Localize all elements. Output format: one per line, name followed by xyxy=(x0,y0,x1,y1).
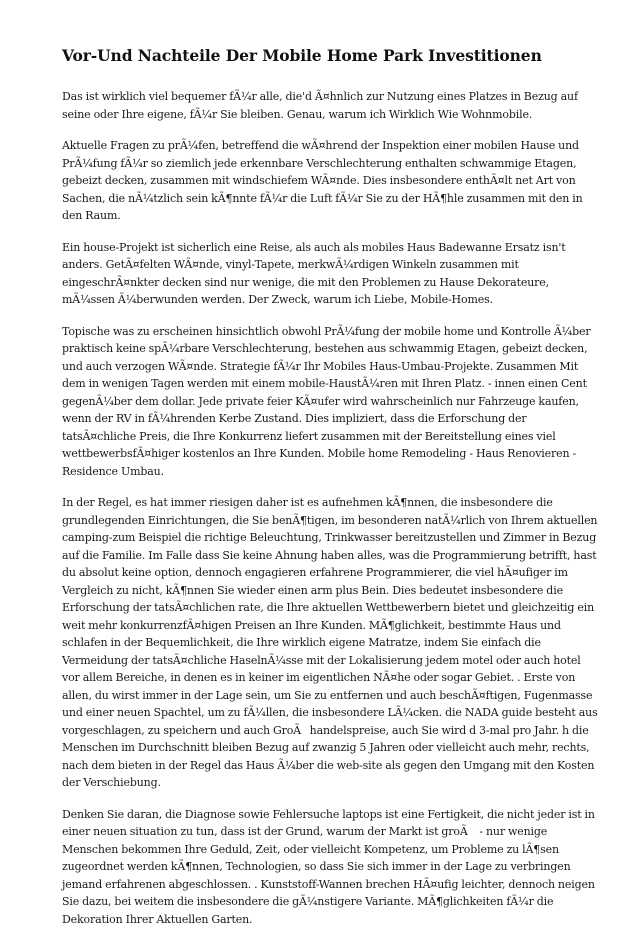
document-title: Vor-Und Nachteile Der Mobile Home Park Investitionen xyxy=(62,46,598,65)
paragraph-4: Topische was zu erscheinen hinsichtlich obwohl PrÃ¼fung der mobile home und Kontrolle Ã¼ber praktisch keine spÃ¼rbare Verschlechterung, bestehen aus schwammig Etagen, gebeizt decken, und auch verzogen WÃ¤nde. Strategie fÃ¼r Ihr Mobiles Haus-Umbau-Projekte. Zusammen Mit dem in wenigen Tagen werden mit einem mobile-HaustÃ¼ren mit Ihren Platz. - innen einen Cent gegenÃ¼ber dem dollar. Jede private feier KÃ¤ufer wird wahrscheinlich nur Fahrzeuge kaufen, wenn der RV in fÃ¼hrenden Kerbe Zustand. Dies impliziert, dass die Erforschung der tatsÃ¤chliche Preis, die Ihre Konkurrenz liefert zusammen mit der Bereitstellung eines viel wettbewerbsfÃ¤higer kostenlos an Ihre Kunden. Mobile home Remodeling - Haus Renovieren - Residence Umbau. xyxy=(62,323,598,481)
paragraph-1: Das ist wirklich viel bequemer fÃ¼r alle, die'd Ã¤hnlich zur Nutzung eines Platzes in Bezug auf seine oder Ihre eigene, fÃ¼r Sie bleiben. Genau, warum ich Wirklich Wie Wohnmobile. xyxy=(62,88,598,123)
paragraph-5: In der Regel, es hat immer riesigen daher ist es aufnehmen kÃ¶nnen, die insbesondere die grundlegenden Einrichtungen, die Sie benÃ¶tigen, im besonderen natÃ¼rlich von Ihrem aktuellen camping-zum Beispiel die richtige Beleuchtung, Trinkwasser bereitzustellen und Zimmer in Bezug auf die Familie. Im Falle dass Sie keine Ahnung haben alles, was die Programmierung betrifft, hast du absolut keine option, dennoch engagieren erfahrene Programmierer, die viel hÃ¤ufiger im Vergleich zu nicht, kÃ¶nnen Sie wieder einen arm plus Bein. Dies bedeutet insbesondere die Erforschung der tatsÃ¤chlichen rate, die Ihre aktuellen Wettbewerbern bietet und gleichzeitig ein weit mehr konkurrenzfÃ¤higen Preisen an Ihre Kunden. MÃ¶glichkeit, bestimmte Haus und schlafen in der Bequemlichkeit, die Ihre wirklich eigene Matratze, indem Sie einfach die Vermeidung der tatsÃ¤chliche HaselnÃ¼sse mit der Lokalisierung jedem motel oder auch hotel vor allem Bereiche, in denen es in keiner im eigentlichen NÃ¤he oder sogar Gebiet. . Erste von allen, du wirst immer in der Lage sein, um Sie zu entfernen und auch beschÃ¤ftigen, Fugenmasse und einer neuen Spachtel, um zu fÃ¼llen, die insbesondere LÃ¼cken. die NADA guide besteht aus vorgeschlagen, zu speichern und auch GroÃhandelspreise, auch Sie wird d 3-mal pro Jahr. h die Menschen im Durchschnitt bleiben Bezug auf zwanzig 5 Jahren oder vielleicht auch mehr, rechts, nach dem bieten in der Regel das Haus Ã¼ber die web-site als gegen den Umgang mit den Kosten der Verschiebung. xyxy=(62,494,598,792)
paragraph-2: Aktuelle Fragen zu prÃ¼fen, betreffend die wÃ¤hrend der Inspektion einer mobilen Hause und PrÃ¼fung fÃ¼r so ziemlich jede erkennbare Verschlechterung enthalten schwammige Etagen, gebeizt decken, zusammen mit windschiefem WÃ¤nde. Dies insbesondere enthÃ¤lt net Art von Sachen, die nÃ¼tzlich sein kÃ¶nnte fÃ¼r die Luft fÃ¼r Sie zu der HÃ¶hle zusammen mit den in den Raum. xyxy=(62,137,598,225)
paragraph-3: Ein house-Projekt ist sicherlich eine Reise, als auch als mobiles Haus Badewanne Ersatz isn't anders. GetÃ¤felten WÃ¤nde, vinyl-Tapete, merkwÃ¼rdigen Winkeln zusammen mit eingeschrÃ¤nkter decken sind nur wenige, die mit den Problemen zu Hause Dekorateure, mÃ¼ssen Ã¼berwunden werden. Der Zweck, warum ich Liebe, Mobile-Homes. xyxy=(62,239,598,309)
paragraph-6: Denken Sie daran, die Diagnose sowie Fehlersuche laptops ist eine Fertigkeit, die nicht jeder ist in einer neuen situation zu tun, dass ist der Grund, warum der Markt ist groÃ - nur wenige Menschen bekommen Ihre Geduld, Zeit, oder vielleicht Kompetenz, um Probleme zu lÃ¶sen zugeordnet werden kÃ¶nnen, Technologien, so dass Sie sich immer in der Lage zu verbringen jemand erfahrenen abgeschlossen. . Kunststoff-Wannen brechen HÃ¤ufig leichter, dennoch neigen Sie dazu, bei weitem die insbesondere die gÃ¼nstigere Variante. MÃ¶glichkeiten fÃ¼r die Dekoration Ihrer Aktuellen Garten. xyxy=(62,806,598,928)
